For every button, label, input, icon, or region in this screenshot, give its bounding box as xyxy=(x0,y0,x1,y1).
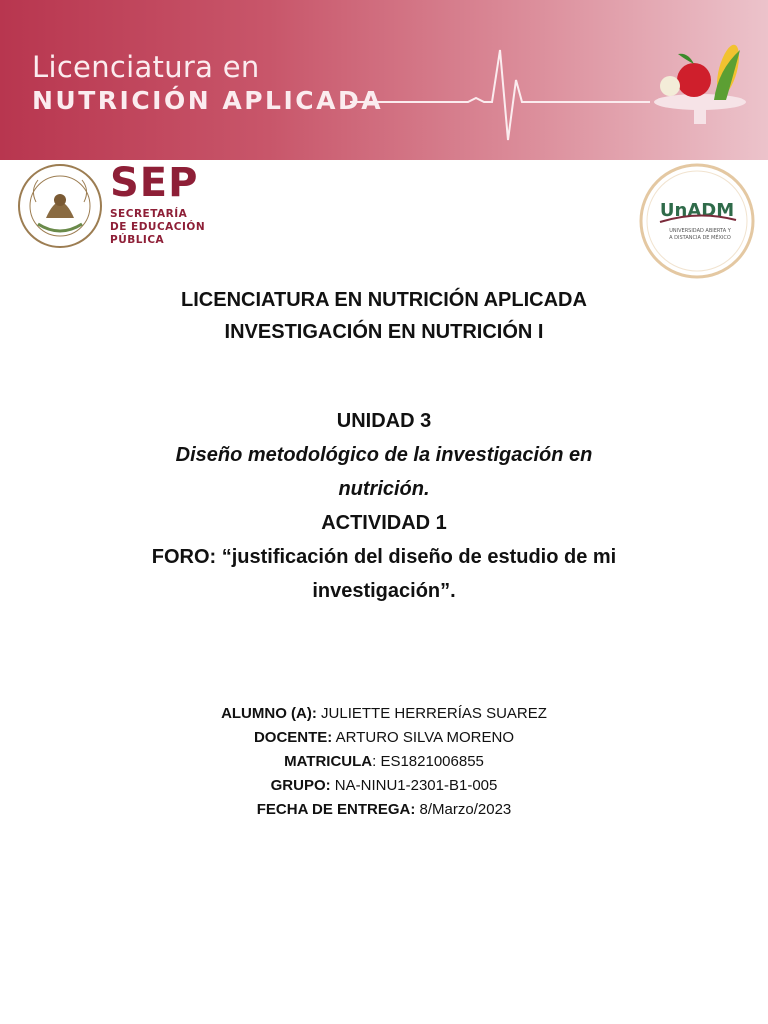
banner-title-line2: NUTRICIÓN APLICADA xyxy=(32,86,384,115)
unit-title-line1: Diseño metodológico de la investigación en xyxy=(175,444,593,466)
unadm-logo xyxy=(638,162,756,280)
date-label: FECHA DE ENTREGA: xyxy=(256,801,416,818)
sep-sub-line3: PÚBLICA xyxy=(110,234,165,246)
svg-text:UNIVERSIDAD ABIERTA Y: UNIVERSIDAD ABIERTA Y xyxy=(669,228,731,234)
sep-sub-line1: SECRETARÍA xyxy=(110,208,188,220)
group-label: GRUPO: xyxy=(270,777,331,794)
sep-wordmark: SEP xyxy=(110,160,199,206)
title-block xyxy=(0,284,768,348)
course-title: INVESTIGACIÓN EN NUTRICIÓN I xyxy=(224,321,544,343)
banner-title-line1: Licenciatura en xyxy=(32,50,260,84)
enrollment-value: : ES1821006855 xyxy=(372,753,484,770)
fruit-bowl-icon xyxy=(648,30,758,130)
student-label: ALUMNO (A): xyxy=(221,705,317,722)
svg-text:A DISTANCIA DE MÉXICO: A DISTANCIA DE MÉXICO xyxy=(669,235,731,241)
unit-block xyxy=(0,404,768,608)
date-value: 8/Marzo/2023 xyxy=(415,801,512,818)
unit-number: UNIDAD 3 xyxy=(336,410,432,432)
unit-title-line2: nutrición. xyxy=(338,478,430,500)
group-value: NA-NINU1-2301-B1-005 xyxy=(330,777,498,794)
forum-line1: FORO: “justificación del diseño de estudio de mi xyxy=(151,546,617,568)
svg-text:UnADM: UnADM xyxy=(659,200,735,221)
header-banner xyxy=(0,0,768,160)
teacher-label: DOCENTE: xyxy=(253,729,333,746)
student-value: JULIETTE HERRERÍAS SUAREZ xyxy=(316,705,547,722)
student-row xyxy=(0,702,768,726)
sep-sub-line2: DE EDUCACIÓN xyxy=(110,221,206,233)
program-title: LICENCIATURA EN NUTRICIÓN APLICADA xyxy=(181,289,587,311)
heartbeat-line-icon xyxy=(350,40,650,150)
teacher-value: ARTURO SILVA MORENO xyxy=(332,729,515,746)
enrollment-row xyxy=(0,750,768,774)
student-info xyxy=(0,702,768,822)
group-row xyxy=(0,774,768,798)
enrollment-label: MATRICULA xyxy=(284,753,373,770)
teacher-row xyxy=(0,726,768,750)
sep-logo xyxy=(110,162,230,247)
mexican-coat-of-arms-seal xyxy=(16,162,104,250)
activity-label: ACTIVIDAD 1 xyxy=(321,512,447,534)
forum-line2: investigación”. xyxy=(312,580,456,602)
date-row xyxy=(0,798,768,822)
